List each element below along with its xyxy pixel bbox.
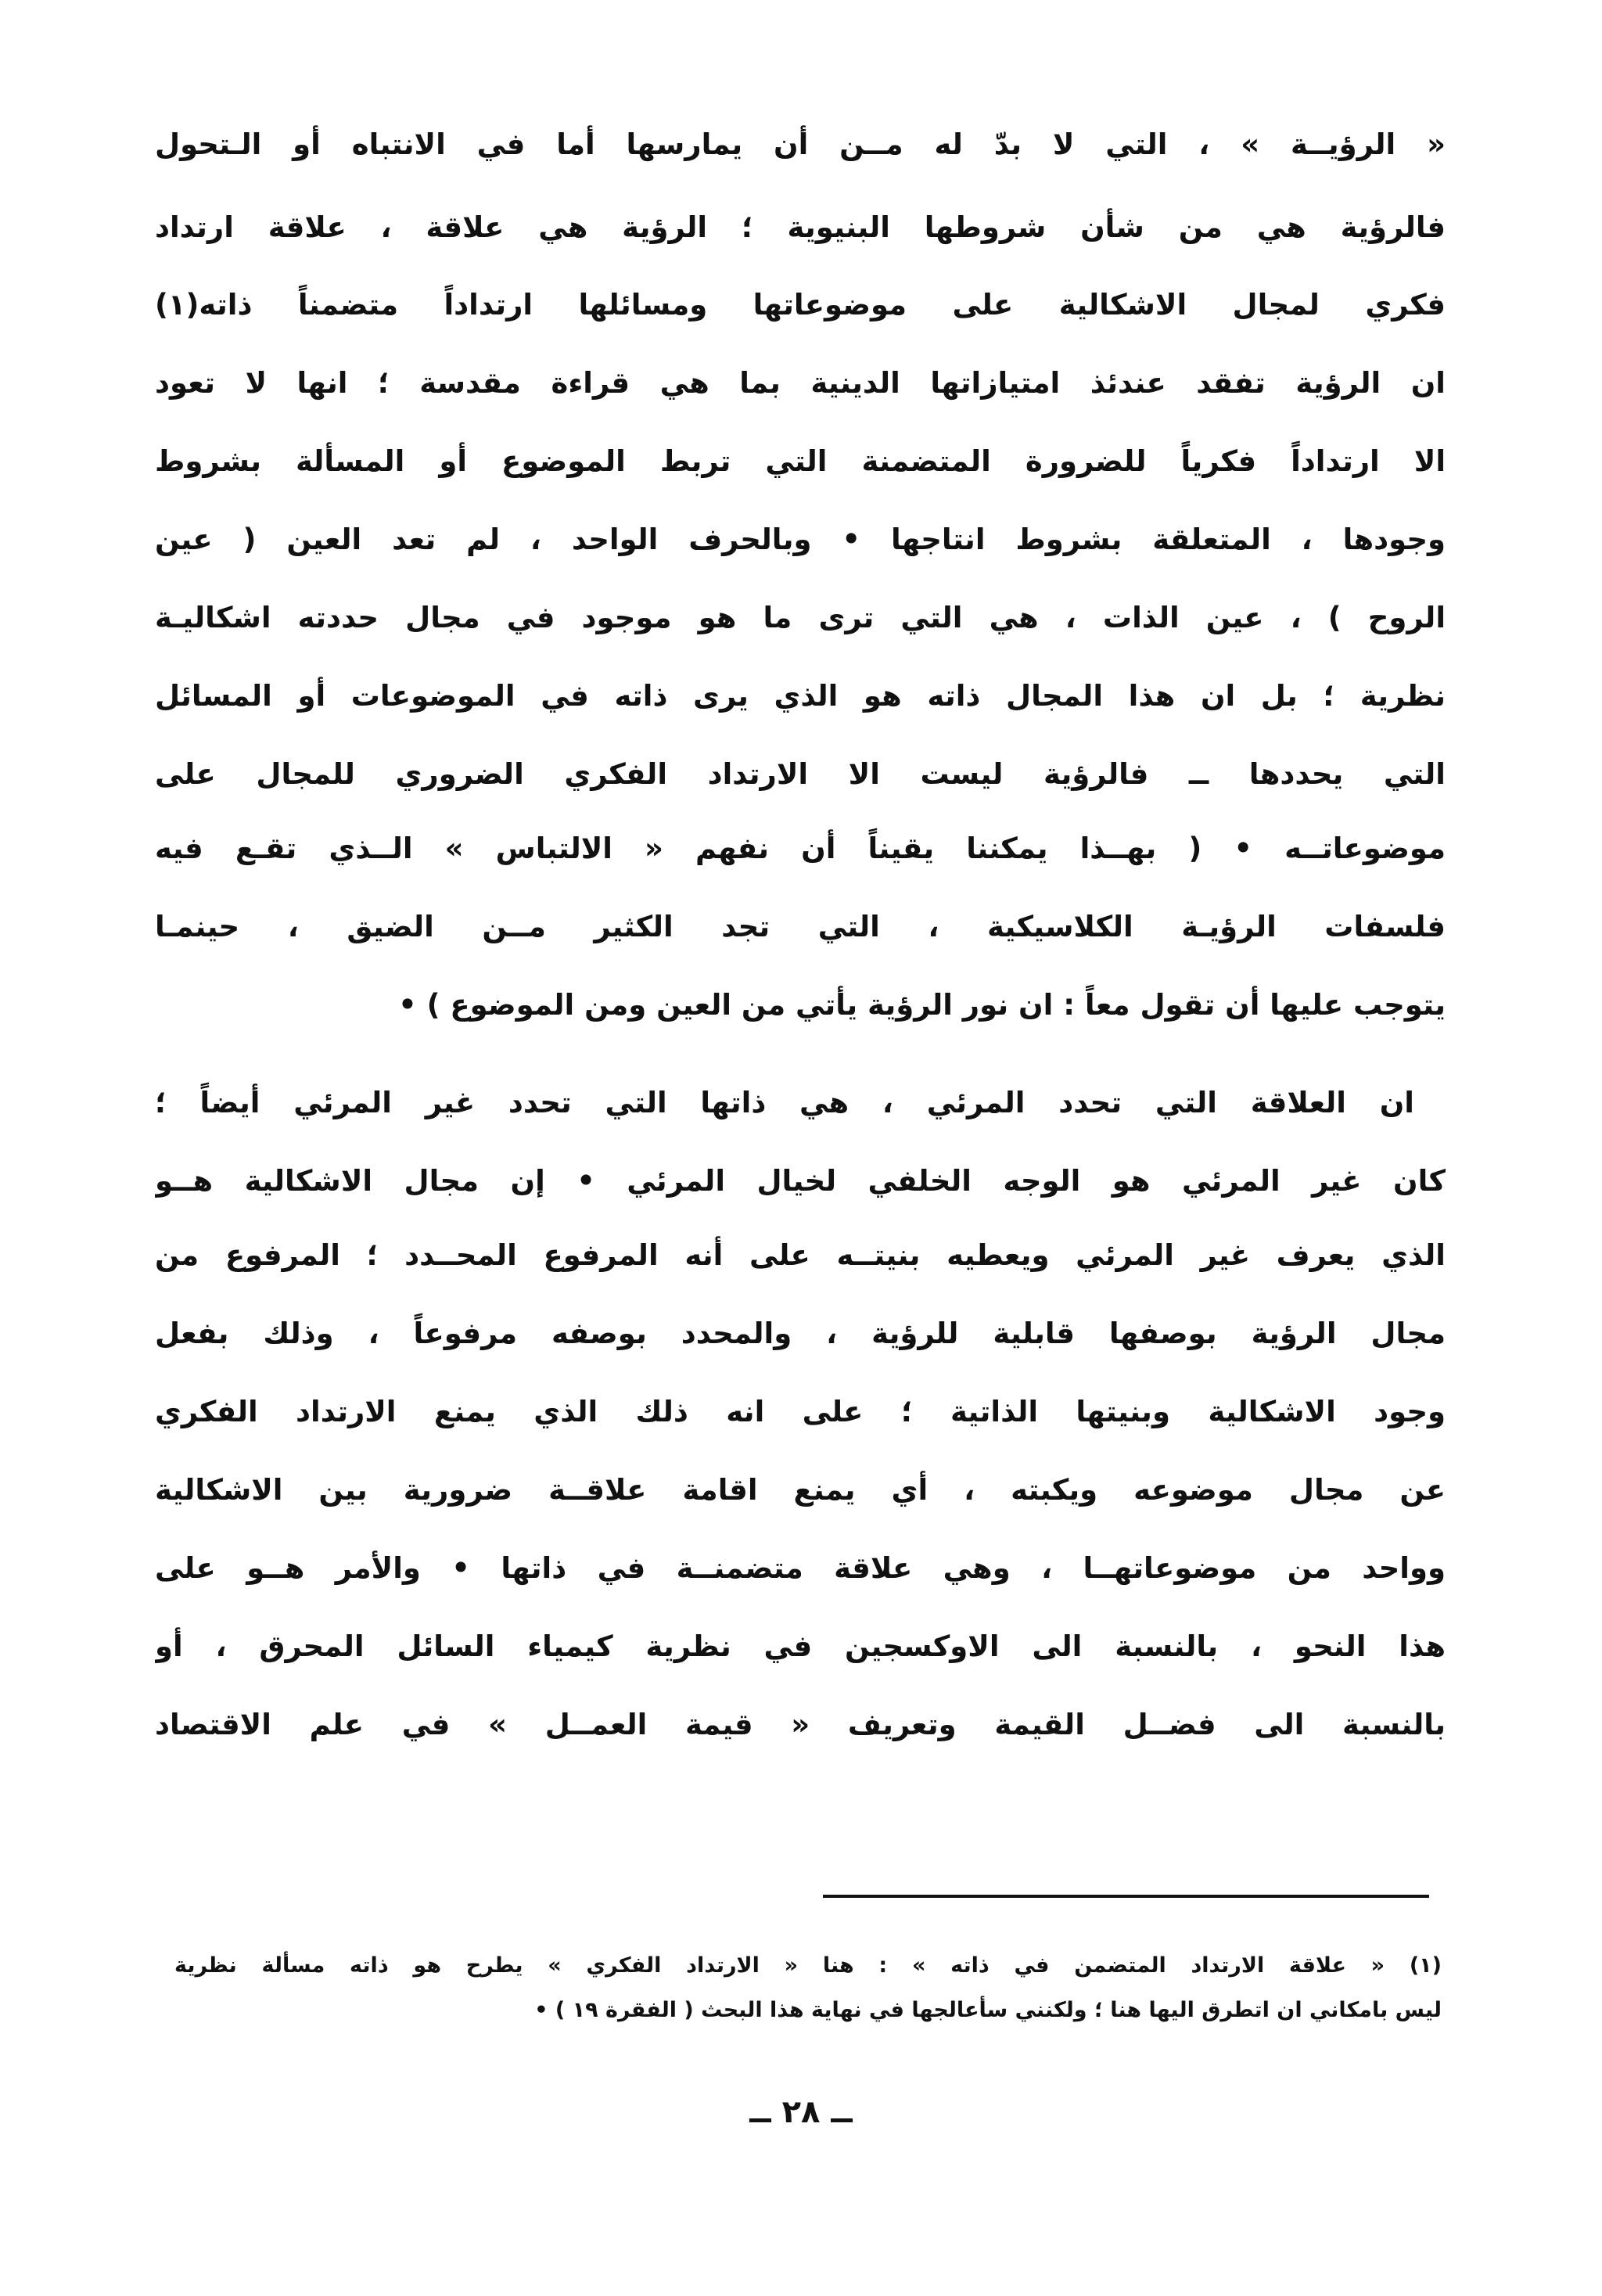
body-line-1: « الرؤيــة » ، التي لا بدّ له مــن أن يمارسها أما في الانتباه أو الـتحول xyxy=(155,128,1446,161)
body-line-15: الذي يعرف غير المرئي ويعطيه بنيتــه على أنه المرفوع المحــدد ؛ المرفوع من xyxy=(155,1238,1446,1272)
footnote-line-2: ليس بامكاني ان اتطرق اليها هنا ؛ ولكنني سأعالجها في نهاية هذا البحث ( الفقرة ١٩ ) • xyxy=(534,1998,1442,2022)
body-line-9: التي يحددها ــ فالرؤية ليست الا الارتداد الفكري الضروري للمجال على xyxy=(155,757,1446,791)
body-line-21: بالنسبة الى فضــل القيمة وتعريف « قيمة العمــل » في علم الاقتصاد xyxy=(155,1708,1446,1741)
body-line-4: ان الرؤية تفقد عندئذ امتيازاتها الدينية بما هي قراءة مقدسة ؛ انها لا تعود xyxy=(155,366,1446,400)
body-line-8: نظرية ؛ بل ان هذا المجال ذاته هو الذي يرى ذاته في الموضوعات أو المسائل xyxy=(155,679,1446,713)
footnote-separator xyxy=(823,1895,1429,1898)
body-line-17: وجود الاشكالية وبنيتها الذاتية ؛ على انه ذلك الذي يمنع الارتداد الفكري xyxy=(155,1395,1446,1428)
body-line-18: عن مجال موضوعه ويكبته ، أي يمنع اقامة علاقــة ضرورية بين الاشكالية xyxy=(155,1473,1446,1507)
body-line-7: الروح ) ، عين الذات ، هي التي ترى ما هو موجود في مجال حددته اشكاليـة xyxy=(155,601,1446,634)
body-line-19: وواحد من موضوعاتهــا ، وهي علاقة متضمنــة في ذاتها • والأمر هــو على xyxy=(155,1551,1446,1585)
page-number: ــ ٢٨ ــ xyxy=(749,2094,853,2130)
body-line-14: كان غير المرئي هو الوجه الخلفي لخيال المرئي • إن مجال الاشكالية هــو xyxy=(155,1164,1446,1198)
body-line-11: فلسفات الرؤيـة الكلاسيكية ، التي تجد الكثير مــن الضيق ، حينمـا xyxy=(155,910,1446,943)
body-line-5: الا ارتداداً فكرياً للضرورة المتضمنة التي تربط الموضوع أو المسألة بشروط xyxy=(155,444,1446,478)
body-line-3: فكري لمجال الاشكالية على موضوعاتها ومسائلها ارتداداً متضمناً ذاته(١) xyxy=(155,288,1446,322)
body-line-2: فالرؤية هي من شأن شروطها البنيوية ؛ الرؤية هي علاقة ، علاقة ارتداد xyxy=(155,210,1446,244)
body-line-10: موضوعاتــه • ( بهــذا يمكننا يقيناً أن نفهم « الالتباس » الــذي تقـع فيه xyxy=(155,832,1446,865)
body-line-13: ان العلاقة التي تحدد المرئي ، هي ذاتها التي تحدد غير المرئي أيضاً ؛ xyxy=(155,1086,1414,1119)
body-line-20: هذا النحو ، بالنسبة الى الاوكسجين في نظرية كيمياء السائل المحرق ، أو xyxy=(155,1629,1446,1663)
body-line-12: يتوجب عليها أن تقول معاً : ان نور الرؤية يأتي من العين ومن الموضوع ) • xyxy=(398,988,1446,1022)
footnote-line-1: (١) « علاقة الارتداد المتضمن في ذاته » : هنا « الارتداد الفكري » يطرح هو ذاته مسألة نظرية xyxy=(174,1953,1442,1978)
body-line-6: وجودها ، المتعلقة بشروط انتاجها • وبالحرف الواحد ، لم تعد العين ( عين xyxy=(155,523,1446,556)
body-line-16: مجال الرؤية بوصفها قابلية للرؤية ، والمحدد بوصفه مرفوعاً ، وذلك بفعل xyxy=(155,1317,1446,1350)
